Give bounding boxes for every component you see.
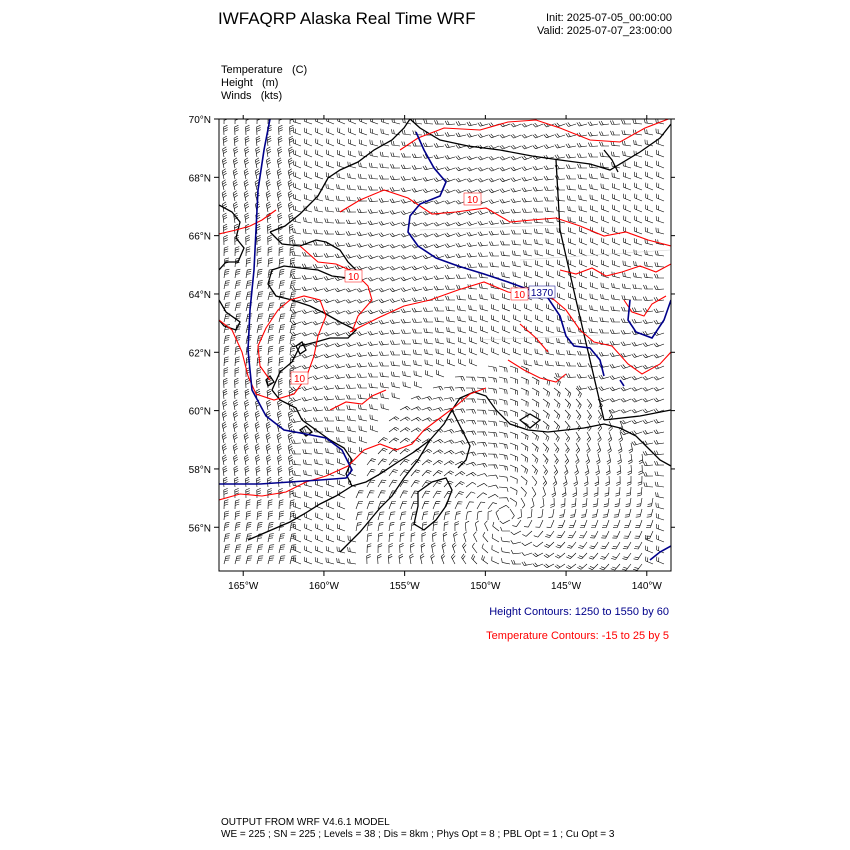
lon-tick-label: 140°W bbox=[631, 581, 662, 592]
lat-tick-label: 56°N bbox=[188, 523, 211, 535]
field-unit: (kts) bbox=[260, 90, 283, 102]
svg-text:10: 10 bbox=[466, 195, 479, 206]
field-unit: (C) bbox=[291, 64, 308, 76]
lat-tick-label: 70°N bbox=[188, 115, 211, 126]
lat-tick-label: 66°N bbox=[188, 231, 211, 243]
lat-tick-label: 64°N bbox=[188, 289, 211, 301]
field-name: Temperature bbox=[221, 64, 283, 76]
svg-text:10: 10 bbox=[347, 272, 360, 283]
lat-tick-label: 60°N bbox=[188, 406, 211, 418]
footer-config: WE = 225 ; SN = 225 ; Levels = 38 ; Dis = 8km ; Phys Opt = 8 ; PBL Opt = 1 ; Cu Opt = 3 bbox=[221, 829, 615, 840]
init-time: Init: 2025-07-05_00:00:00 bbox=[546, 12, 672, 24]
lon-tick-label: 145°W bbox=[551, 581, 582, 592]
svg-text:1370: 1370 bbox=[530, 288, 554, 299]
plot-title: IWFAQRP Alaska Real Time WRF bbox=[218, 9, 476, 28]
footer-model: OUTPUT FROM WRF V4.6.1 MODEL bbox=[221, 817, 390, 828]
temperature-label bbox=[345, 270, 362, 283]
model-footer bbox=[221, 817, 614, 841]
field-name: Winds bbox=[221, 90, 252, 102]
lon-tick-label: 150°W bbox=[470, 581, 501, 592]
svg-text:10: 10 bbox=[513, 290, 526, 301]
lon-tick-label: 160°W bbox=[308, 581, 339, 592]
lat-tick-label: 68°N bbox=[188, 173, 211, 185]
graticule bbox=[420, 225, 670, 340]
svg-text:10: 10 bbox=[293, 374, 306, 385]
temperature-legend: Temperature Contours: -15 to 25 by 5 bbox=[486, 630, 669, 642]
lon-tick-label: 155°W bbox=[389, 581, 420, 592]
lat-tick-label: 58°N bbox=[188, 464, 211, 476]
field-name: Height bbox=[221, 77, 253, 89]
lon-tick-label: 165°W bbox=[228, 581, 259, 592]
lat-tick-label: 62°N bbox=[188, 348, 211, 360]
height-label bbox=[529, 286, 555, 299]
valid-time: Valid: 2025-07-07_23:00:00 bbox=[537, 25, 672, 37]
field-unit: (m) bbox=[261, 77, 279, 89]
temperature-label bbox=[511, 288, 528, 301]
temperature-label bbox=[464, 193, 481, 206]
temperature-label bbox=[291, 372, 308, 385]
height-legend: Height Contours: 1250 to 1550 by 60 bbox=[489, 606, 669, 618]
